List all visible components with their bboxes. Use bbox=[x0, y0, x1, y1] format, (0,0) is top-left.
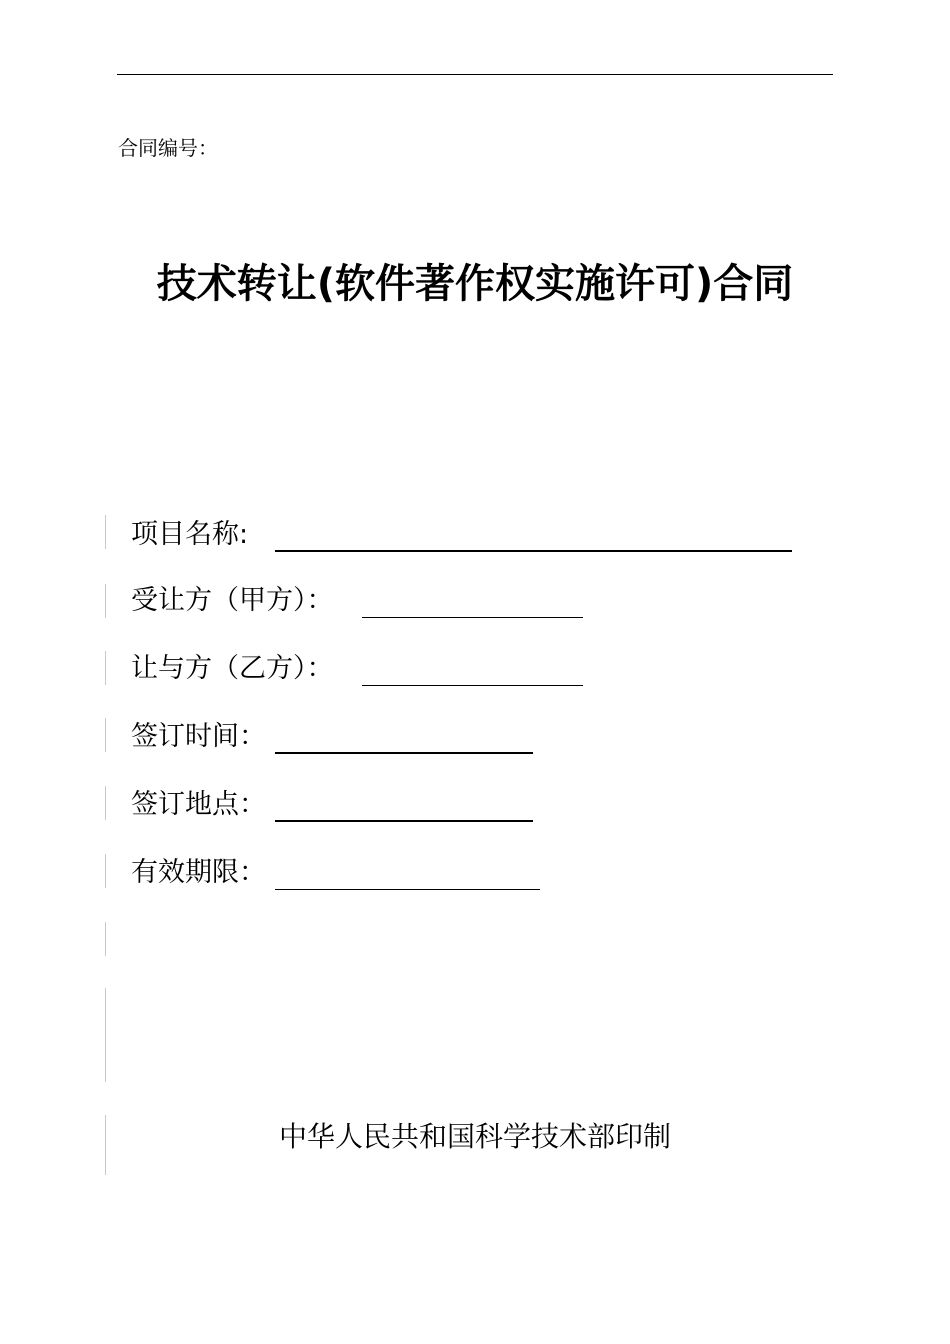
party-a-blank[interactable] bbox=[362, 617, 583, 618]
party-a-field[interactable] bbox=[131, 578, 591, 618]
margin-mark bbox=[105, 854, 106, 888]
margin-mark bbox=[105, 584, 106, 618]
margin-mark bbox=[105, 988, 106, 1082]
validity-period-blank[interactable] bbox=[275, 889, 540, 890]
margin-mark bbox=[105, 922, 106, 956]
party-b-label: 让与方（乙方）： bbox=[131, 653, 334, 684]
project-name-field[interactable] bbox=[131, 512, 801, 552]
margin-mark bbox=[105, 515, 106, 549]
party-b-field[interactable] bbox=[131, 646, 591, 686]
signing-place-field[interactable] bbox=[131, 782, 541, 822]
party-b-blank[interactable] bbox=[362, 685, 583, 686]
signing-place-label: 签订地点： bbox=[131, 789, 266, 820]
issuer-footer: 中华人民共和国科学技术部印制 bbox=[278, 1120, 671, 1153]
signing-date-field[interactable] bbox=[131, 714, 541, 754]
project-name-label: 项目名称: bbox=[131, 519, 249, 550]
margin-mark bbox=[105, 651, 106, 685]
document-title: 技术转让(软件著作权实施许可)合同 bbox=[156, 261, 794, 307]
validity-period-label: 有效期限： bbox=[131, 857, 266, 888]
party-a-label: 受让方（甲方）： bbox=[131, 585, 334, 616]
contract-number-label: 合同编号： bbox=[118, 136, 218, 160]
margin-mark bbox=[105, 718, 106, 752]
validity-period-field[interactable] bbox=[131, 850, 551, 890]
header-rule bbox=[117, 74, 833, 75]
signing-place-blank[interactable] bbox=[275, 820, 533, 822]
signing-date-blank[interactable] bbox=[275, 752, 533, 754]
project-name-blank[interactable] bbox=[275, 550, 792, 552]
margin-mark bbox=[105, 786, 106, 820]
signing-date-label: 签订时间： bbox=[131, 721, 266, 752]
